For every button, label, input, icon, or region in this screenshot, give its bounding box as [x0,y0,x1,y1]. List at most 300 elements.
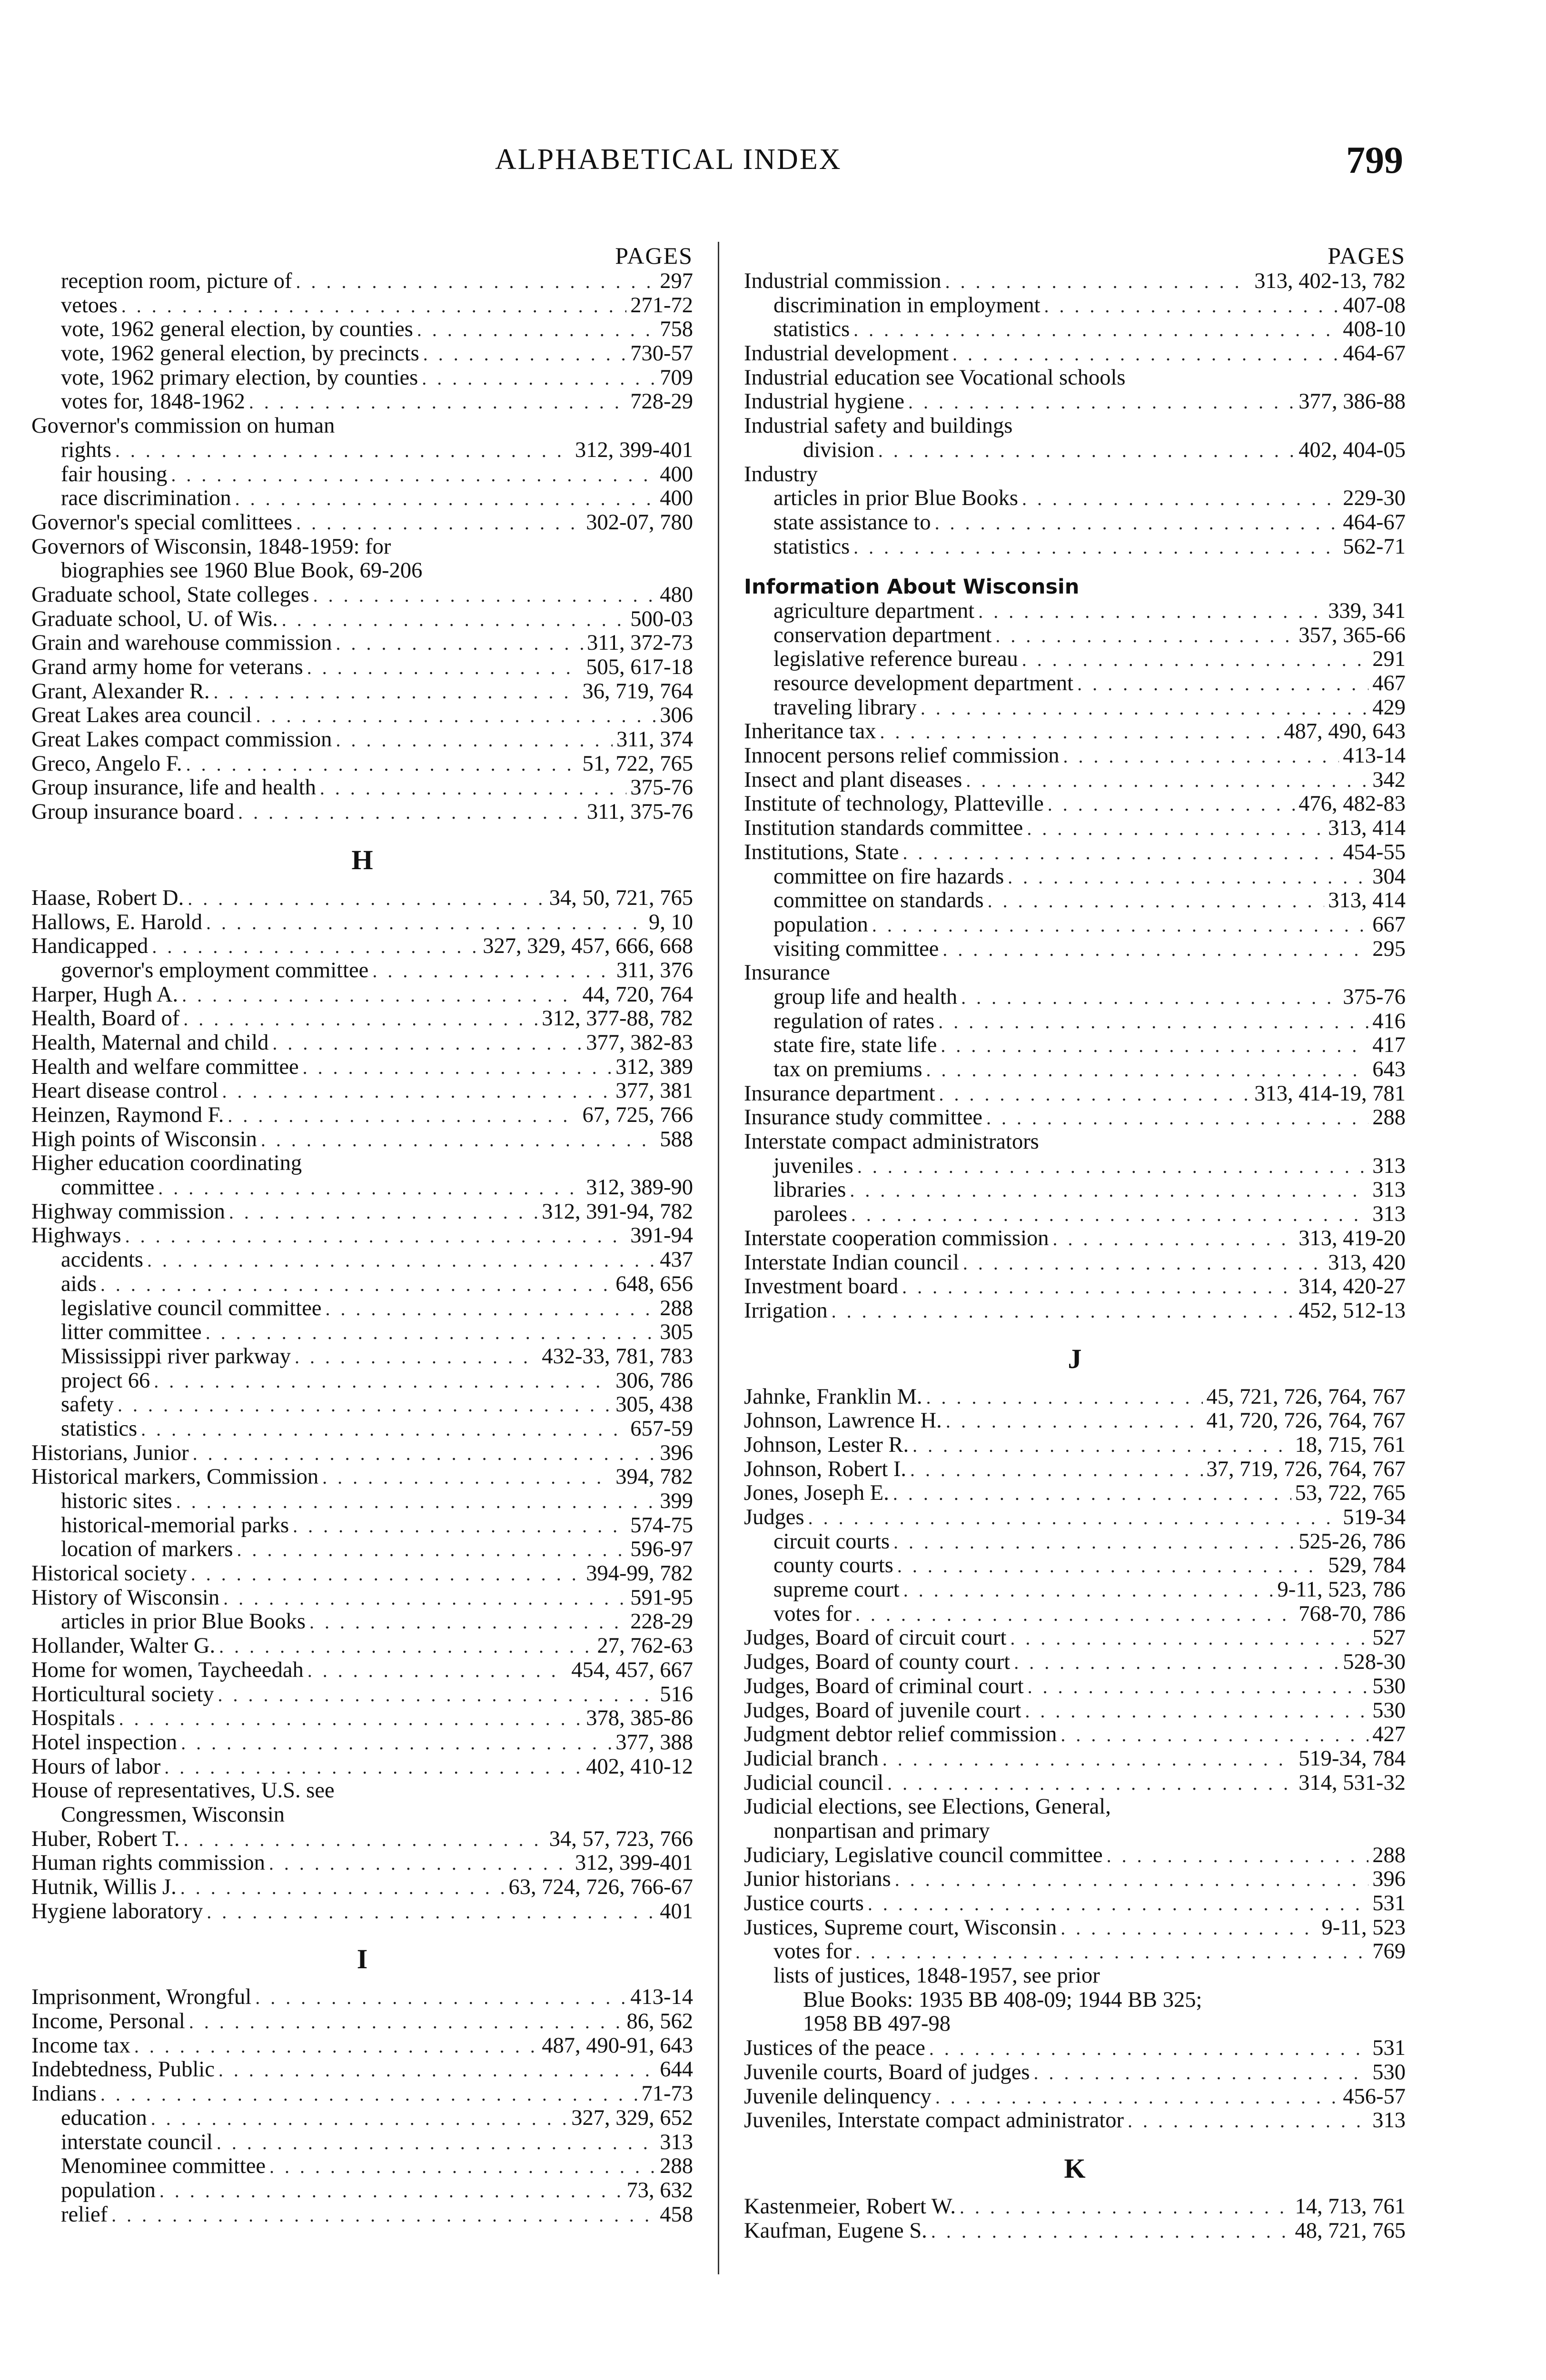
dot-leader [939,1082,1251,1106]
entry-pages: 574-75 [630,1513,693,1537]
entry-pages: 313, 414 [1328,889,1406,913]
dot-leader [926,1386,1203,1409]
entry-term: Jahnke, Franklin M. [744,1385,922,1409]
dot-leader [1048,793,1295,816]
entry-term: Industrial commission [744,269,941,293]
entry-term: Justice courts [744,1892,864,1915]
entry-pages: 402, 410-12 [586,1755,693,1779]
index-entry [31,414,693,438]
index-column-left [31,242,693,2227]
dot-leader [912,1434,1291,1458]
entry-term: vote, 1962 general election, by precincts [61,342,419,366]
dot-leader [880,720,1280,744]
dot-leader [1010,1626,1368,1650]
dot-leader [261,1128,656,1152]
entry-term: Hygiene laboratory [31,1899,203,1924]
dot-leader [326,1297,656,1321]
dot-leader [1077,672,1368,696]
entry-term: statistics [61,1417,138,1441]
entry-term: Governor's commission on human [31,414,335,438]
dot-leader [1128,2109,1368,2133]
index-entry [31,1900,693,1924]
entry-pages: 304 [1372,864,1406,889]
entry-term: fair housing [61,462,168,486]
entry-term: accidents [61,1248,143,1272]
index-entry [744,1988,1406,2013]
index-entry [744,294,1406,318]
dot-leader [134,2034,538,2058]
dot-leader [832,1299,1295,1323]
entry-term: county courts [773,1554,893,1578]
dot-leader [952,342,1339,366]
index-entry [744,1675,1406,1699]
entry-pages: 37, 719, 726, 764, 767 [1206,1457,1406,1481]
dot-leader [929,2037,1368,2061]
entry-term: project 66 [61,1368,150,1393]
entry-term: Hospitals [31,1706,115,1731]
index-entry [31,1345,693,1369]
index-entry [31,1851,693,1875]
index-entry [31,559,693,583]
entry-pages: 86, 562 [626,2010,693,2034]
dot-leader [1107,1844,1369,1868]
index-entry [31,1537,693,1562]
entry-pages: 758 [660,317,693,342]
entry-term: Grant, Alexander R. [31,679,210,704]
entry-pages: 427 [1372,1723,1406,1747]
entry-pages: 297 [660,269,693,293]
entry-term: Insurance study committee [744,1106,983,1130]
entry-term: Horticultural society [31,1682,214,1706]
entry-pages: 313 [1372,1154,1406,1178]
entry-pages: 476, 482-83 [1298,792,1406,816]
entry-term: Harper, Hugh A. [31,982,178,1007]
entry-term: lists of justices, 1848-1957, see prior [773,1964,1100,1988]
entry-term: location of markers [61,1537,233,1562]
entry-pages: 408-10 [1343,317,1406,342]
index-entry [31,390,693,414]
dot-leader [960,2195,1291,2219]
dot-leader [986,1106,1368,1130]
dot-leader [963,1251,1324,1275]
index-entry [744,366,1406,390]
dot-leader [228,1104,578,1128]
entry-pages: 525-26, 786 [1298,1529,1406,1554]
index-entry [31,1224,693,1248]
entry-term: Judicial elections, see Elections, General, [744,1795,1111,1819]
entry-pages: 562-71 [1343,535,1406,559]
index-entry [31,1417,693,1441]
entry-term: Congressmen, Wisconsin [61,1803,285,1827]
entry-pages: 768-70, 786 [1298,1602,1406,1626]
entry-term: Graduate school, State colleges [31,583,309,607]
dot-leader [141,1418,626,1441]
entry-term: Graduate school, U. of Wis. [31,607,278,631]
entry-pages: 291 [1372,647,1406,672]
index-entry [744,1481,1406,1506]
entry-term: votes for [773,1940,852,1964]
entry-term: statistics [773,317,850,342]
index-entry [744,1844,1406,1868]
entry-term: Juveniles, Interstate compact administrator [744,2109,1124,2133]
entry-term: vote, 1962 primary election, by counties [61,366,418,390]
index-entry [31,1514,693,1538]
index-entry [31,294,693,318]
entry-pages: 305, 438 [615,1393,693,1417]
entry-pages: 400 [660,462,693,486]
index-entry [744,792,1406,816]
dot-leader [217,2131,656,2155]
entry-term: Inheritance tax [744,720,876,744]
entry-term: tax on premiums [773,1058,922,1081]
entry-term: interstate council [61,2130,213,2154]
pages-column-label: PAGES [1328,242,1406,269]
index-entry [31,886,693,911]
entry-pages: 63, 724, 726, 766-67 [508,1875,693,1899]
entry-pages: 36, 719, 764 [582,679,693,704]
entry-term: Johnson, Lawrence H. [744,1409,942,1433]
index-entry [31,269,693,294]
entry-term: vetoes [61,293,118,317]
dot-leader [1053,1227,1295,1251]
dot-leader [189,2010,623,2034]
index-entry [744,1795,1406,1819]
index-entry [744,1940,1406,1964]
entry-pages: 311, 375-76 [586,800,693,824]
entry-term: state fire, state life [773,1033,937,1058]
index-entry [744,1227,1406,1251]
index-entry [31,911,693,935]
dot-leader [176,1490,656,1514]
entry-pages: 375-76 [630,776,693,800]
dot-leader [115,439,571,463]
dot-leader [119,1707,583,1731]
entry-pages: 312, 389 [615,1055,693,1079]
index-entry [744,647,1406,672]
entry-term: nonpartisan and primary [773,1819,990,1843]
entry-term: Industrial development [744,342,949,366]
index-entry [744,1771,1406,1795]
index-entry [744,2219,1406,2243]
index-entry [31,1103,693,1128]
index-entry [31,1176,693,1200]
dot-leader [295,1345,538,1369]
index-entry [744,624,1406,648]
entry-pages: 416 [1372,1009,1406,1033]
column-divider [718,242,719,2274]
entry-term: agriculture department [773,599,975,623]
entry-term: education [61,2106,147,2130]
index-entry [31,1634,693,1658]
index-entry [31,317,693,342]
index-entry [31,2010,693,2034]
entry-term: Higher education coordinating [31,1151,302,1176]
entry-pages: 396 [660,1441,693,1465]
entry-pages: 71-73 [641,2082,693,2106]
entry-term: Blue Books: 1935 BB 408-09; 1944 BB 325; [803,1988,1202,2012]
index-entry [744,1530,1406,1554]
index-entry [744,1819,1406,1844]
entry-pages: 378, 385-86 [586,1706,693,1731]
index-entry [744,2061,1406,2085]
index-entry [31,1610,693,1634]
entry-pages: 377, 382-83 [586,1031,693,1055]
entry-pages: 454, 457, 667 [571,1658,693,1682]
index-entry [744,2195,1406,2219]
index-entry [744,768,1406,793]
entry-term: Insect and plant diseases [744,768,962,792]
entry-term: conservation department [773,623,992,647]
entry-pages: 313 [660,2130,693,2154]
entry-pages: 34, 50, 721, 765 [549,886,693,910]
entry-term: Judicial branch [744,1746,879,1771]
dot-leader [921,696,1368,720]
entry-pages: 288 [660,2154,693,2179]
dot-leader [100,2082,638,2106]
entry-term: legislative reference bureau [773,647,1018,672]
index-entry [744,2012,1406,2036]
dot-leader [1063,744,1339,768]
dot-leader [206,1321,656,1345]
dot-leader [186,753,579,776]
dot-leader [269,1852,571,1875]
index-entry [31,1731,693,1755]
entry-pages: 357, 365-66 [1298,623,1406,647]
dot-leader [235,487,656,511]
entry-term: 1958 BB 497-98 [803,2012,951,2036]
index-entry [744,390,1406,414]
dot-leader [850,1179,1368,1202]
entry-pages: 313, 402-13, 782 [1254,269,1406,293]
dot-leader [218,1683,656,1707]
entry-term: Industry [744,462,818,486]
index-entry [744,599,1406,624]
dot-leader [872,913,1368,937]
entry-pages: 396 [1372,1867,1406,1892]
dot-leader [151,2107,567,2131]
entry-pages: 644 [660,2058,693,2082]
running-head-title: ALPHABETICAL INDEX [495,143,842,176]
entry-pages: 327, 329, 652 [571,2106,693,2130]
dot-leader [229,1200,538,1224]
index-entry [744,1964,1406,1988]
entry-term: Historical markers, Commission [31,1465,319,1489]
dot-leader [857,1155,1368,1179]
entry-pages: 437 [660,1248,693,1272]
entry-pages: 27, 762-63 [597,1634,693,1658]
dot-leader [1008,865,1368,889]
dot-leader [147,1249,656,1272]
entry-pages: 528-30 [1343,1650,1406,1675]
entry-term: Judges [744,1506,804,1529]
index-entry [31,1272,693,1297]
index-entry [744,1130,1406,1154]
entry-term: governor's employment committee [61,958,369,982]
index-entry [31,1248,693,1272]
entry-pages: 288 [660,1296,693,1320]
index-entry [744,1650,1406,1675]
entry-term: Judiciary, Legislative council committee [744,1843,1103,1867]
dot-leader [171,463,656,487]
entry-term: parolees [773,1202,847,1227]
dot-leader [206,911,645,935]
index-entry [744,414,1406,438]
entry-pages: 67, 725, 766 [582,1103,693,1127]
dot-leader [218,2058,656,2082]
entry-term: committee [61,1176,155,1200]
dot-leader [193,1442,656,1466]
index-entry [31,2131,693,2155]
entry-pages: 313, 419-20 [1298,1226,1406,1250]
entry-term: discrimination in employment [773,293,1041,317]
index-entry [744,1106,1406,1130]
dot-leader [307,656,583,680]
entry-term: House of representatives, U.S. see [31,1779,335,1803]
index-entry [744,1458,1406,1482]
entry-term: aids [61,1272,97,1296]
index-entry [31,1369,693,1393]
index-entry [744,1723,1406,1747]
entry-pages: 530 [1372,1698,1406,1723]
entry-term: Innocent persons relief commission [744,744,1060,768]
entry-pages: 18, 715, 761 [1295,1433,1406,1457]
index-entry [744,1916,1406,1940]
entry-pages: 314, 531-32 [1298,1771,1406,1795]
entry-term: Industrial safety and buildings [744,414,1013,438]
dot-leader [296,511,582,535]
dot-leader [207,1900,656,1924]
entry-pages: 531 [1372,1892,1406,1915]
index-entry [31,704,693,728]
entry-term: reception room, picture of [61,269,292,293]
index-entry [31,2203,693,2227]
entry-pages: 339, 341 [1328,599,1406,623]
dot-leader [158,1176,582,1200]
dot-leader [902,1275,1295,1299]
entry-term: state assistance to [773,510,931,535]
dot-leader [182,983,578,1007]
entry-term: Grain and warehouse commission [31,631,332,655]
index-entry [744,1033,1406,1058]
entry-pages: 314, 420-27 [1298,1275,1406,1299]
dot-leader [1028,1675,1369,1699]
entry-term: population [773,912,868,937]
entry-term: Judgment debtor relief commission [744,1723,1057,1747]
entry-term: Heinzen, Raymond F. [31,1103,224,1127]
index-entry [31,1755,693,1779]
dot-leader [249,390,626,414]
dot-leader [1060,1916,1318,1940]
entry-pages: 312, 391-94, 782 [542,1200,693,1224]
index-entry [31,1706,693,1731]
dot-leader [191,1562,583,1586]
entry-term: Group insurance board [31,800,235,824]
dot-leader [931,2220,1291,2243]
dot-leader [1034,2061,1369,2085]
entry-term: Indians [31,2082,97,2106]
entry-term: Income, Personal [31,2010,185,2034]
entry-term: Hallows, E. Harold [31,910,203,934]
entry-term: votes for, 1848-1962 [61,390,245,414]
index-entry [31,463,693,487]
index-entry [31,1200,693,1224]
entry-term: Menominee committee [61,2154,266,2179]
index-entry [31,1031,693,1055]
dot-leader [307,1659,567,1683]
index-entry [31,1128,693,1152]
entry-term: population [61,2178,156,2202]
entry-term: Historical society [31,1562,187,1586]
entry-pages: 313 [1372,1202,1406,1227]
dot-leader [152,935,479,959]
entry-pages: 464-67 [1343,510,1406,535]
dot-leader [855,1603,1295,1626]
entry-term: committee on fire hazards [773,864,1004,889]
entry-pages: 34, 57, 723, 766 [549,1827,693,1851]
index-entry [744,865,1406,889]
entry-pages: 342 [1372,768,1406,792]
entry-pages: 9, 10 [649,910,693,934]
index-entry [744,1867,1406,1892]
index-entry [31,631,693,655]
entry-pages: 312, 389-90 [586,1176,693,1200]
entry-pages: 14, 713, 761 [1295,2194,1406,2219]
entry-pages: 467 [1372,672,1406,695]
entry-pages: 377, 386-88 [1298,390,1406,414]
entry-pages: 413-14 [1343,744,1406,768]
entry-term: Haase, Robert D. [31,886,184,910]
index-entry [31,655,693,680]
entry-pages: 643 [1372,1058,1406,1081]
entry-pages: 375-76 [1343,985,1406,1009]
entry-pages: 399 [660,1489,693,1513]
entry-term: libraries [773,1178,846,1202]
entry-term: Huber, Robert T. [31,1827,180,1851]
index-entry [744,1251,1406,1275]
index-entry [744,696,1406,720]
dot-leader [320,776,626,800]
index-entry [31,1393,693,1417]
entry-term: Indebtedness, Public [31,2058,215,2082]
dot-leader [903,1578,1274,1602]
entry-pages: 377, 388 [615,1730,693,1755]
entry-term: Insurance [744,961,830,985]
index-entry [744,1299,1406,1323]
dot-leader [164,1755,582,1779]
entry-term: historical-memorial parks [61,1513,289,1537]
index-entry [744,1082,1406,1106]
entry-pages: 458 [660,2202,693,2227]
dot-leader [853,318,1339,342]
entry-pages: 529, 784 [1328,1554,1406,1578]
index-entry [744,1010,1406,1034]
index-entry [744,1602,1406,1626]
index-entry [744,720,1406,744]
entry-term: Health, Board of [31,1007,180,1031]
dot-leader [372,959,613,983]
entry-pages: 505, 617-18 [586,655,693,679]
index-entry [31,583,693,607]
entry-pages: 306 [660,704,693,728]
index-entry [31,1151,693,1176]
entry-term: articles in prior Blue Books [61,1610,306,1634]
entry-pages: 648, 656 [615,1272,693,1296]
entry-pages: 288 [1372,1106,1406,1130]
entry-term: Highways [31,1224,121,1248]
index-entry [744,816,1406,841]
dot-leader [1027,817,1324,841]
index-entry [744,463,1406,487]
